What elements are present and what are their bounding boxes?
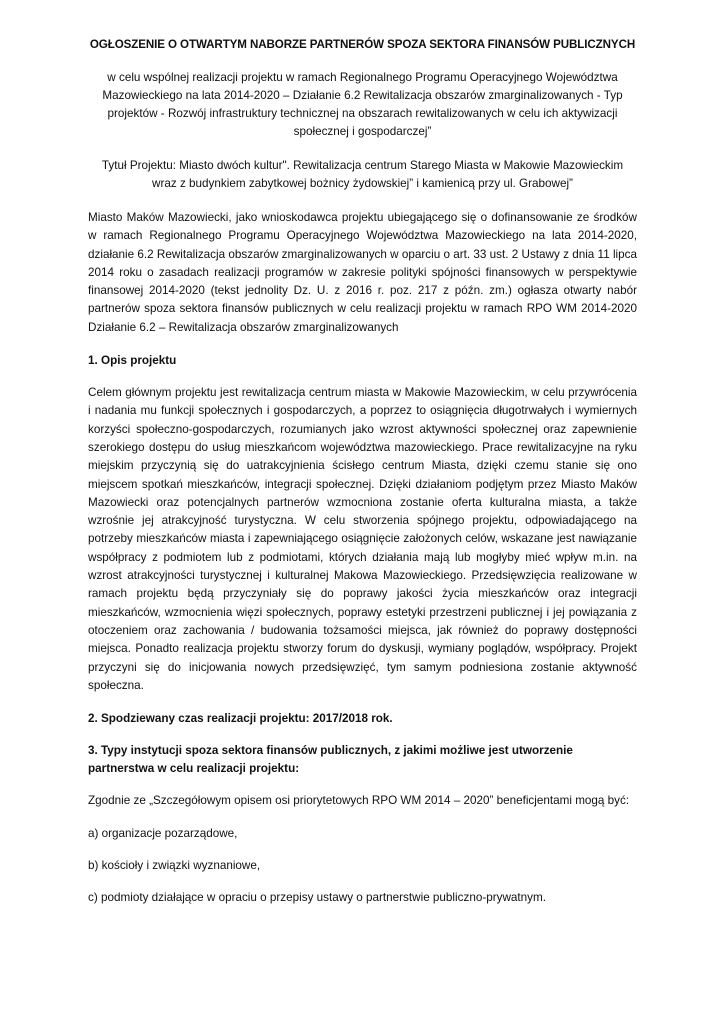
list-item: c) podmioty działające w opraciu o przepisy ustawy o partnerstwie publiczno-prywatnym. xyxy=(88,891,546,905)
section-3-heading: 3. Typy instytucji spoza sektora finansów publicznych, z jakimi możliwe jest utworzenie partnerstwa w celu realizacji projektu: xyxy=(88,744,573,776)
intro-paragraph: Miasto Maków Mazowiecki, jako wnioskodawca projektu ubiegającego się o dofinansowanie ze środków w ramach Regionalnego Programu Operacyjnego Województwa Mazowieckiego na lata 2014-2020, działanie 6.2 Rewitalizacja obszarów zmarginalizowanych w oparciu o art. 33 ust. 2 Ustawy z dnia 11 lipca 2014 roku o zasadach realizacji programów w zakresie polityki spójności finansowych w perspektywie finansowej 2014-2020 (tekst jednolity Dz. U. z 2016 r. poz. 217 z późn. zm.) ogłasza otwarty nabór partnerów spoza sektora finansów publicznych w celu realizacji projektu w ramach RPO WM 2014-2020 Działanie 6.2 – Rewitalizacja obszarów zmarginalizowanych xyxy=(88,211,637,334)
document-title: OGŁOSZENIE O OTWARTYM NABORZE PARTNERÓW SPOZA SEKTORA FINANSÓW PUBLICZNYCH xyxy=(89,38,636,51)
section-1-text: Celem głównym projektu jest rewitalizacja centrum miasta w Makowie Mazowieckim, w celu przywrócenia i nadania mu funkcji społecznych i gospodarczych, a poprzez to osiągnięcia długotrwałych i wymiernych korzyści społeczno-gospodarczych, rozumianych jako wzrost aktywności społecznej oraz zapewnienie szerokiego dostępu do usług mieszkańcom województwa mazowieckiego. Prace rewitalizacyjne na ryku miejskim przyczynią się do uatrakcyjnienia ścisłego centrum Miasta, dzięki czemu stanie się ono miejscem spotkań mieszkańców, integracji społecznej. Dzięki działaniom podjętym przez Miasto Maków Mazowiecki oraz potencjalnych partnerów wzmocniona zostanie oferta kulturalna miasta, a także wzrośnie jej atrakcyjność turystyczna. W celu stworzenia spójnego projektu, odpowiadającego na potrzeby mieszkańców miasta i zapewniającego osiągnięcie założonych celów, wskazane jest nawiązanie współpracy z podmiotem lub z podmiotami, których działania mają lub mogłyby mieć wpływ m.in. na wzrost atrakcyjności turystycznej i kulturalnej Makowa Mazowieckiego. Przedsięwzięcia realizowane w ramach projektu będą przyczyniały się do poprawy jakości życia mieszkańców oraz integracji mieszkańców, wzmocnienia więzi społecznych, poprawy estetyki przestrzeni publicznej i jej powiązania z otoczeniem oraz zachowania / budowania tożsamości miejsca, jak również do poprawy dostępności miejsca. Ponadto realizacja projektu stworzy forum do dyskusji, wymiany poglądów, współpracy. Projekt przyczyni się do inicjowania nowych przedsięwzięć, tym samym podniesiona zostanie aktywność społeczna. xyxy=(88,386,637,692)
section-3-lead: Zgodnie ze „Szczegółowym opisem osi priorytetowych RPO WM 2014 – 2020” beneficjentami mogą być: xyxy=(88,794,630,808)
list-item: b) kościoły i związki wyznaniowe, xyxy=(88,859,261,873)
section-1-heading: 1. Opis projektu xyxy=(88,354,177,368)
project-title: Tytuł Projektu: Miasto dwóch kultur". Rewitalizacja centrum Starego Miasta w Makowie Mazowieckim wraz z budynkiem zabytkowej bożnicy żydowskiej” i kamienicą przy ul. Grabowej” xyxy=(101,159,624,190)
section-2-heading: 2. Spodziewany czas realizacji projektu: 2017/2018 rok. xyxy=(88,712,393,726)
document-subtitle: w celu wspólnej realizacji projektu w ramach Regionalnego Programu Operacyjnego Województwa Mazowieckiego na lata 2014-2020 – Działanie 6.2 Rewitalizacja obszarów zmarginalizowanych - Typ projektów - Rozwój infrastruktury technicznej na obszarach rewitalizowanych w celu ich aktywizacji społecznej i gospodarczej” xyxy=(102,71,623,138)
list-item: a) organizacje pozarządowe, xyxy=(88,827,238,841)
